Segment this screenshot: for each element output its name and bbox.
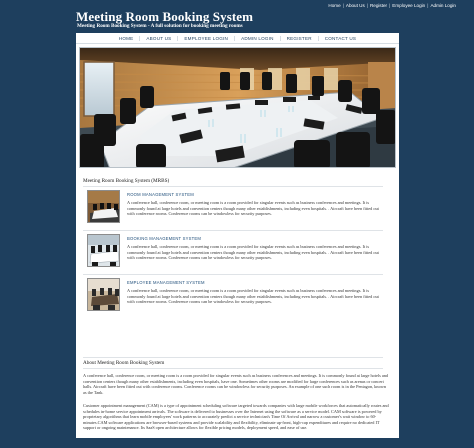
site-title[interactable]: Meeting Room Booking System	[76, 9, 254, 24]
top-link-register[interactable]: Register	[369, 3, 388, 8]
top-links	[328, 3, 456, 8]
divider	[83, 274, 383, 275]
booking-management-thumbnail	[88, 235, 120, 267]
separator: |	[366, 3, 368, 8]
employee-management-thumbnail	[88, 279, 120, 311]
divider	[83, 186, 383, 187]
nav-about-us[interactable]: ABOUT US	[139, 36, 177, 41]
feature-title[interactable]: BOOKING MANAGEMENT SYSTEM	[127, 236, 202, 241]
site-subtitle: Meeting Room Booking System - A full solution for booking meeting rooms	[77, 23, 243, 29]
separator: |	[427, 3, 429, 8]
about-paragraph: A conference hall, conference room, or meeting room is a room provided for singular events such as business conferences and meetings. It is commonly found at large hotels and convention centers though many other establishments, including even hospitals, have one. Sometimes other rooms are modified for large conferences such as arenas or concert halls. Aircraft have been fitted out with conference rooms. Conference rooms can be windowless for security purposes. An example of one such room is in the Pentagon, known as the Tank.	[83, 373, 389, 395]
main-nav	[76, 33, 399, 44]
about-heading: About Meeting Room Booking System	[83, 360, 165, 366]
main-container	[76, 33, 399, 438]
divider	[83, 230, 383, 231]
feature-title[interactable]: ROOM MANAGEMENT SYSTEM	[127, 192, 194, 197]
nav-admin-login[interactable]: ADMIN LOGIN	[234, 36, 280, 41]
divider	[83, 357, 383, 358]
nav-home[interactable]: HOME	[118, 35, 134, 41]
separator: |	[389, 3, 391, 8]
feature-text: A conference hall, conference room, or meeting room is a room provided for singular events such as business conferences and meetings. It is commonly found at large hotels and convention centers though many other establishments, including even hospitals. . Aircraft have been fitted out with conference rooms. Conference rooms can be windowless for security purposes.	[127, 200, 379, 217]
banner-image	[79, 47, 396, 168]
feature-thumbnail	[87, 190, 120, 223]
about-paragraph: Customer appointment management (CAM) is a type of appointment scheduling software targeted towards companies with large mobile workforces that automatically routes and schedules in-home service appointment arrivals. The software is delivered to businesses over the Internet using the software as a service model. CAM software is powered by proprietary algorithms that learn mobile employees' work patterns to accurately predict a service technician's Time Of Arrival and narrow a customer's wait window to 60-minutes.CAM software applications are browser-based systems and provide scalability and flexibility, eliminate up-front, high-cap expenditures and require no dedicated IT support or ongoing maintenance. Its SaaS open architecture allows for flexible pricing models, deployment speed, and ease of use.	[83, 403, 389, 431]
content-area	[76, 173, 399, 438]
feature-booking-management	[83, 234, 390, 274]
feature-employee-management	[83, 278, 390, 318]
nav-employee-login[interactable]: EMPLOYEE LOGIN	[177, 36, 234, 41]
feature-text: A conference hall, conference room, or meeting room is a room provided for singular events such as business conferences and meetings. It is commonly found at large hotels and convention centers though many other establishments, including even hospitals. . Aircraft have been fitted out with conference rooms. Conference rooms can be windowless for security purposes.	[127, 244, 379, 261]
nav-register[interactable]: REGISTER	[280, 36, 318, 41]
conference-room-photo	[80, 48, 396, 168]
top-link-admin-login[interactable]: Admin Login	[430, 3, 456, 8]
feature-title[interactable]: EMPLOYEE MANAGEMENT SYSTEM	[127, 280, 205, 285]
nav-contact-us[interactable]: CONTACT US	[318, 36, 362, 41]
feature-text: A conference hall, conference room, or meeting room is a room provided for singular events such as business conferences and meetings. It is commonly found at large hotels and convention centers though many other establishments, including even hospitals. . Aircraft have been fitted out with conference rooms. Conference rooms can be windowless for security purposes.	[127, 288, 379, 305]
top-link-home[interactable]: Home	[328, 3, 341, 8]
top-link-employee-login[interactable]: Employee Login	[392, 3, 426, 8]
divider	[83, 368, 383, 369]
room-management-thumbnail	[88, 191, 120, 223]
feature-room-management	[83, 190, 390, 230]
feature-thumbnail	[87, 234, 120, 267]
top-link-about-us[interactable]: About Us	[345, 3, 365, 8]
main-heading: Meeting Room Booking System (MRBS)	[83, 178, 170, 184]
separator: |	[342, 3, 344, 8]
feature-thumbnail	[87, 278, 120, 311]
